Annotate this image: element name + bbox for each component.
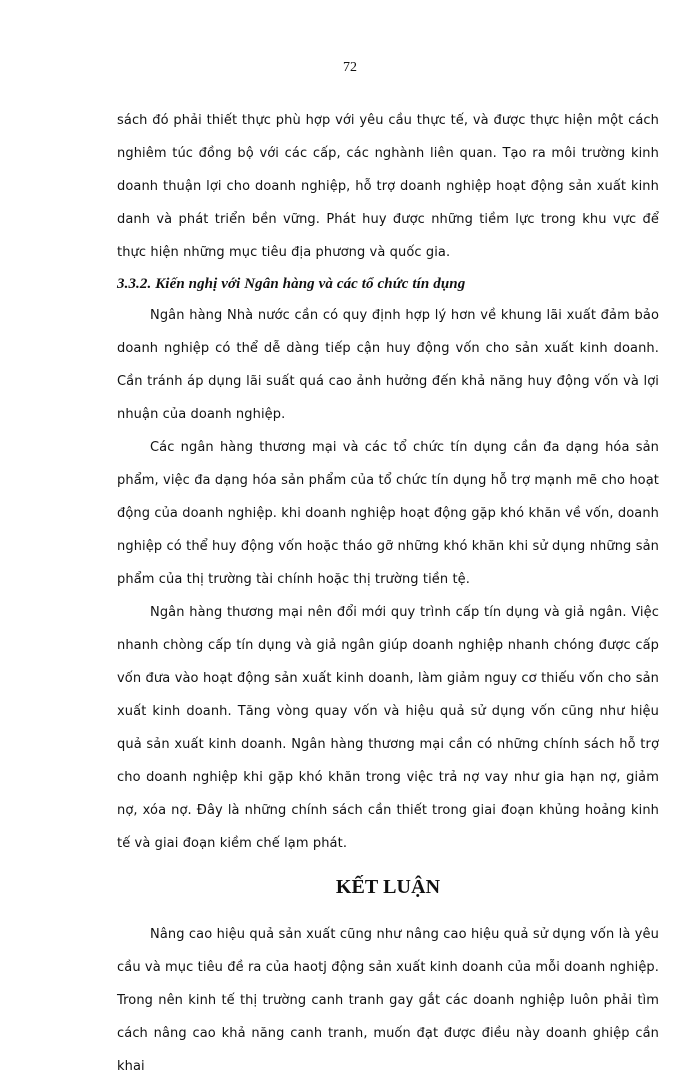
page-number: 72 xyxy=(343,60,357,75)
paragraph-conclusion: Nâng cao hiệu quả sản xuất cũng như nâng cao hiệu quả sử dụng vốn là yêu cầu và mục tiêu đề ra của haotj động sản xuất kinh doanh của mỗi doanh nghiệp. Trong nên kinh tế thị trường canh tranh gay gắt các doanh nghiệp luôn phải tìm cách nâng cao khả năng canh tranh, muốn đạt được điều này doanh ghiệp cần khai xyxy=(117,927,659,1074)
paragraph-interest-rate: Ngân hàng Nhà nước cần có quy định hợp lý hơn về khung lãi xuất đảm bảo doanh nghiệp có thể dễ dàng tiếp cận huy động vốn cho sản xuất kinh doanh. Cần tránh áp dụng lãi suất quá cao ảnh hưởng đến khả năng huy động vốn và lợi nhuận của doanh nghiệp. xyxy=(117,308,659,422)
paragraph-product-diversification: Các ngân hàng thương mại và các tổ chức tín dụng cần đa dạng hóa sản phẩm, việc đa dạng hóa sản phẩm của tổ chức tín dụng hỗ trợ mạnh mẽ cho hoạt động của doanh nghiệp. khi doanh nghiệp hoạt động gặp khó khăn về vốn, doanh nghiệp có thể huy động vốn hoặc tháo gỡ những khó khăn khi sử dụng những sản phẩm của thị trường tài chính hoặc thị trường tiền tệ. xyxy=(117,440,659,587)
conclusion-title: KẾT LUẬN xyxy=(335,876,441,898)
section-heading: 3.3.2. Kiến nghị với Ngân hàng và các tổ chức tín dụng xyxy=(117,276,466,292)
paragraph-credit-process: Ngân hàng thương mại nên đổi mới quy trình cấp tín dụng và giả ngân. Việc nhanh chòng cấp tín dụng và giả ngân giúp doanh nghiệp nhanh chóng được cấp vốn đưa vào hoạt động sản xuất kinh doanh, làm giảm nguy cơ thiếu vốn cho sản xuất kinh doanh. Tăng vòng quay vốn và hiệu quả sử dụng vốn cũng như hiệu quả sản xuất kinh doanh. Ngân hàng thương mại cần có những chính sách hỗ trợ cho doanh nghiệp khi gặp khó khăn trong việc trả nợ vay như gia hạn nợ, giảm nợ, xóa nợ. Đây là những chính sách cần thiết trong giai đoạn khủng hoảng kinh tế và giai đoạn kiềm chế lạm phát. xyxy=(117,605,659,851)
document-body xyxy=(117,104,659,1083)
paragraph-continuation: sách đó phải thiết thực phù hợp với yêu cầu thực tế, và được thực hiện một cách nghiêm túc đồng bộ với các cấp, các nghành liên quan. Tạo ra môi trường kinh doanh thuận lợi cho doanh nghiệp, hỗ trợ doanh nghiệp hoạt động sản xuất kinh danh và phát triển bền vững. Phát huy được những tiềm lực trong khu vực để thực hiện những mục tiêu địa phương và quốc gia. xyxy=(117,113,659,260)
